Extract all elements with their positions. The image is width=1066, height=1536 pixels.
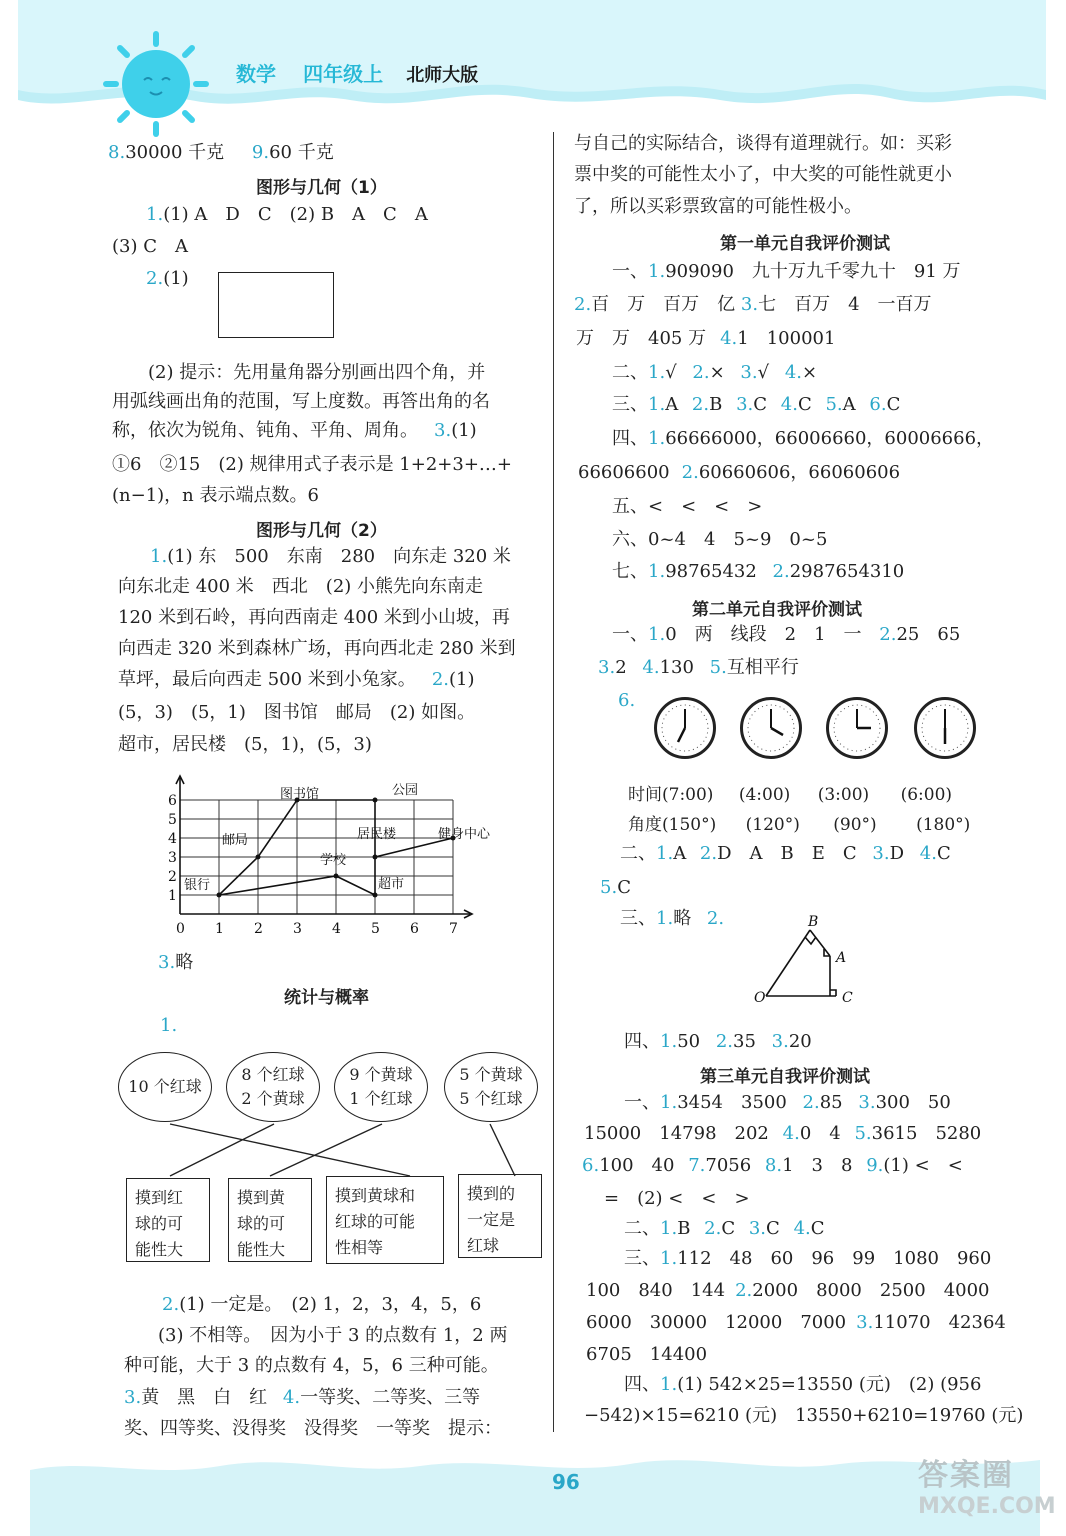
answer: 七 百万 4 一百万 bbox=[758, 294, 932, 315]
answer: (1) bbox=[163, 268, 189, 289]
q-num: 2. bbox=[704, 1218, 722, 1239]
box-text: 红球 bbox=[467, 1236, 500, 1255]
q-num: 5. bbox=[825, 394, 843, 415]
left-line-1 bbox=[108, 142, 334, 164]
left-s2-p7: 超市，居民楼 (5，1)，(5，3) bbox=[118, 734, 372, 755]
q-num: 1. bbox=[660, 1248, 678, 1269]
answer: 15000 14798 202 bbox=[584, 1123, 769, 1144]
left-s2-q3 bbox=[158, 952, 193, 974]
watermark-site: MXQE.COM bbox=[918, 1494, 1056, 1519]
u2-b bbox=[598, 657, 799, 679]
y-tick: 6 bbox=[168, 793, 177, 809]
answer: 略 bbox=[673, 908, 692, 929]
q-num: 4. bbox=[642, 657, 660, 678]
q-num: 3. bbox=[856, 1312, 874, 1333]
answer: C bbox=[797, 394, 812, 415]
left-s1-p2: 用弧线画出角的范围，写上度数。再答出角的名 bbox=[112, 391, 490, 412]
section-title-geometry-1: 图形与几何（1） bbox=[256, 178, 387, 198]
answer: D A B E C bbox=[717, 843, 857, 864]
oval-option bbox=[334, 1052, 428, 1122]
clock-time: (3:00) bbox=[817, 785, 870, 805]
answer: 2000 8000 2500 4000 bbox=[752, 1280, 990, 1301]
clock-icon bbox=[826, 697, 888, 759]
q-num: 2. bbox=[431, 669, 449, 690]
answer: 66606600 bbox=[578, 462, 670, 483]
answer: √ bbox=[665, 362, 677, 383]
oval-text: 8 个红球 bbox=[241, 1065, 305, 1084]
answer: 60 千克 bbox=[269, 142, 334, 163]
watermark bbox=[918, 1450, 1058, 1530]
left-s1-q1b: (3) C A bbox=[112, 236, 188, 257]
q-num: 1. bbox=[660, 1031, 678, 1052]
place-label: 居民楼 bbox=[357, 827, 397, 842]
answer: (1) bbox=[451, 420, 477, 441]
u3-e bbox=[624, 1218, 825, 1240]
result-box bbox=[458, 1174, 542, 1258]
answer: D bbox=[889, 843, 905, 864]
q-num: 1. bbox=[146, 204, 164, 225]
q-num: 9. bbox=[866, 1155, 884, 1176]
oval-option bbox=[444, 1052, 538, 1122]
right-line-2: 票中奖的可能性太小了，中大奖的可能性就更小 bbox=[574, 164, 952, 185]
left-s3-p5: 奖、四等奖、没得奖 没得奖 一等奖 提示： bbox=[124, 1418, 502, 1439]
header-subject: 数学 bbox=[236, 62, 276, 86]
oval-text: 9 个黄球 bbox=[349, 1065, 413, 1084]
u1-b bbox=[574, 294, 932, 316]
box-text: 球的可 bbox=[135, 1214, 184, 1233]
q-num: 5. bbox=[854, 1123, 872, 1144]
left-s2-p5 bbox=[118, 669, 475, 691]
u3-j bbox=[624, 1374, 981, 1396]
vertex-label: C bbox=[842, 990, 853, 1006]
u1-h: 五、< < < > bbox=[612, 496, 763, 517]
left-s3-p3: 种可能，大于 3 的点数有 4，5，6 三种可能。 bbox=[124, 1355, 499, 1376]
u1-c bbox=[576, 328, 835, 350]
q-num: 2. bbox=[162, 1294, 180, 1315]
answer: C bbox=[766, 1218, 780, 1239]
answer: 25 65 bbox=[896, 624, 961, 645]
oval-text: 5 个红球 bbox=[459, 1089, 523, 1108]
q-num: 1. bbox=[648, 362, 666, 383]
answer: 20 bbox=[788, 1031, 812, 1052]
x-tick: 1 bbox=[215, 921, 224, 937]
clock-icon bbox=[914, 697, 976, 759]
answer: 互相平行 bbox=[726, 657, 799, 678]
q-num: 1. bbox=[660, 1092, 678, 1113]
answer: A bbox=[673, 843, 687, 864]
answer: 98765432 bbox=[665, 561, 757, 582]
coordinate-grid bbox=[160, 770, 500, 940]
answer: 2987654310 bbox=[789, 561, 905, 582]
answer: B bbox=[677, 1218, 691, 1239]
answer: 100 840 144 bbox=[586, 1280, 726, 1301]
answer: 100 40 bbox=[599, 1155, 675, 1176]
answer: (1) 东 500 东南 280 向东走 320 米 bbox=[167, 546, 511, 567]
result-box bbox=[326, 1176, 444, 1264]
q-num: 5. bbox=[709, 657, 727, 678]
q-num: 1. bbox=[648, 428, 666, 449]
answer: 112 48 60 96 99 1080 960 bbox=[677, 1248, 992, 1269]
u1-i: 六、0~4 4 5~9 0~5 bbox=[612, 529, 828, 550]
q-num: 3. bbox=[771, 1031, 789, 1052]
box-text: 摸到红 bbox=[135, 1188, 184, 1207]
section-title-statistics: 统计与概率 bbox=[284, 988, 369, 1008]
u1-e bbox=[612, 394, 900, 416]
answer: 1 3 8 bbox=[782, 1155, 853, 1176]
page-number: 96 bbox=[552, 1470, 580, 1494]
place-label: 学校 bbox=[320, 853, 347, 868]
answer: 二、 bbox=[612, 362, 648, 383]
rectangle-figure bbox=[218, 272, 334, 338]
left-s1-p4: ①6 ②15 (2) 规律用式子表示是 1+2+3+…+ bbox=[112, 454, 512, 475]
left-s2-p3: 120 米到石岭，再向西南走 400 米到小山坡，再 bbox=[118, 607, 510, 628]
u1-f bbox=[612, 428, 994, 450]
q-num: 4. bbox=[782, 1123, 800, 1144]
left-s1-p5: (n−1)，n 表示端点数。6 bbox=[112, 485, 319, 506]
left-s2-p1 bbox=[150, 546, 511, 568]
q-num: 2. bbox=[681, 462, 699, 483]
u1-d bbox=[612, 362, 817, 384]
right-line-3: 了，所以买彩票致富的可能性极小。 bbox=[574, 196, 862, 217]
x-tick: 2 bbox=[254, 921, 263, 937]
answer: A bbox=[665, 394, 679, 415]
q-num: 2. bbox=[146, 268, 164, 289]
y-tick: 4 bbox=[168, 831, 177, 847]
u3-f bbox=[624, 1248, 991, 1270]
q-num: 2. bbox=[706, 908, 725, 929]
section-title-geometry-2: 图形与几何（2） bbox=[256, 521, 387, 541]
clock-times bbox=[628, 784, 952, 806]
box-text: 一定是 bbox=[467, 1210, 516, 1229]
sun-icon bbox=[100, 28, 212, 140]
answer: 6000 30000 12000 7000 bbox=[586, 1312, 847, 1333]
oval-text: 1 个红球 bbox=[349, 1089, 413, 1108]
header-edition: 北师大版 bbox=[406, 65, 479, 86]
q-num: 6. bbox=[582, 1155, 600, 1176]
place-label: 超市 bbox=[378, 877, 405, 892]
answer: 草坪，最后向西走 500 米到小兔家。 bbox=[118, 669, 416, 690]
q-num: 1. bbox=[150, 546, 168, 567]
oval-text: 10 个红球 bbox=[128, 1077, 202, 1096]
q-num: 2. bbox=[715, 1031, 734, 1052]
header-title bbox=[236, 58, 478, 87]
x-tick: 6 bbox=[410, 921, 419, 937]
box-text: 能性大 bbox=[135, 1240, 184, 1259]
u2-a bbox=[612, 624, 960, 646]
u2-e bbox=[600, 877, 631, 899]
q-num: 4. bbox=[780, 394, 798, 415]
y-tick: 5 bbox=[168, 812, 177, 828]
q-num: 3. bbox=[740, 294, 759, 315]
place-label: 邮局 bbox=[222, 833, 249, 848]
answer: C bbox=[936, 843, 951, 864]
u3-g bbox=[586, 1280, 990, 1302]
clock-icon bbox=[654, 697, 716, 759]
q-num: 2. bbox=[802, 1092, 820, 1113]
answer: 称，依次为锐角、钝角、平角、周角。 bbox=[112, 420, 418, 441]
answer: 三、 bbox=[612, 394, 648, 415]
result-box bbox=[228, 1178, 312, 1262]
left-s2-p6: (5，3) (5，1) 图书馆 邮局 (2) 如图。 bbox=[118, 702, 476, 723]
q-num: 2. bbox=[691, 394, 710, 415]
box-text: 球的可 bbox=[237, 1214, 286, 1233]
answer: 一、 bbox=[612, 261, 648, 282]
answer: 50 bbox=[677, 1031, 701, 1052]
u3-k: −542)×15=6210 (元) 13550+6210=19760 (元) bbox=[584, 1405, 1024, 1426]
q-num: 2. bbox=[699, 843, 718, 864]
clock-angle: 角度(150°) bbox=[628, 815, 717, 835]
x-tick: 7 bbox=[449, 921, 458, 937]
u3-c bbox=[582, 1155, 963, 1177]
x-tick: 0 bbox=[176, 921, 185, 937]
clock-time: 时间(7:00) bbox=[628, 785, 714, 805]
q-num: 1. bbox=[648, 394, 666, 415]
left-s1-q1a bbox=[146, 204, 428, 226]
place-label: 银行 bbox=[184, 878, 211, 893]
clock-angle: (180°) bbox=[916, 815, 971, 835]
clock-angle: (90°) bbox=[833, 815, 877, 835]
oval-option bbox=[226, 1052, 320, 1122]
left-s3-q1: 1. bbox=[160, 1015, 178, 1036]
answer: 二、 bbox=[624, 1218, 660, 1239]
x-tick: 3 bbox=[293, 921, 302, 937]
q-num: 1. bbox=[648, 261, 666, 282]
q-num: 4. bbox=[919, 843, 937, 864]
answer: × bbox=[709, 362, 725, 383]
left-s1-p3 bbox=[112, 420, 477, 442]
answer: 3615 5280 bbox=[871, 1123, 982, 1144]
left-s2-p2: 向东北走 400 米 西北 (2) 小熊先向东南走 bbox=[118, 576, 484, 597]
u1-j bbox=[612, 561, 904, 583]
q-num: 2. bbox=[692, 362, 710, 383]
left-s2-p4: 向西走 320 米到森林广场，再向西北走 280 米到 bbox=[118, 638, 516, 659]
q-num: 3. bbox=[872, 843, 890, 864]
header-grade: 四年级上 bbox=[303, 62, 384, 86]
box-text: 摸到黄 bbox=[237, 1188, 286, 1207]
place-label: 图书馆 bbox=[280, 787, 320, 802]
clock-angle: (120°) bbox=[745, 815, 800, 835]
q-num: 4. bbox=[282, 1387, 301, 1408]
left-s3-p1 bbox=[162, 1294, 481, 1316]
answer: 30000 千克 bbox=[125, 142, 225, 163]
x-tick: 5 bbox=[371, 921, 380, 937]
answer: 一等奖、二等奖、三等 bbox=[300, 1387, 481, 1408]
u3-d: = (2) < < > bbox=[604, 1188, 750, 1209]
q-num: 9. bbox=[251, 142, 270, 163]
box-text: 红球的可能 bbox=[335, 1212, 416, 1231]
answer: √ bbox=[757, 362, 770, 383]
answer: C bbox=[886, 394, 901, 415]
q-num: 4. bbox=[720, 328, 738, 349]
q-num: 8. bbox=[108, 142, 126, 163]
answer: (1) < < bbox=[883, 1155, 963, 1176]
q-num: 1. bbox=[656, 908, 674, 929]
left-s1-q2 bbox=[146, 268, 189, 290]
q-num: 4. bbox=[793, 1218, 811, 1239]
q-num: 3. bbox=[598, 657, 616, 678]
answer: 0 两 线段 2 1 一 bbox=[665, 624, 862, 645]
unit3-title: 第三单元自我评价测试 bbox=[700, 1067, 870, 1087]
left-s1-p1: (2) 提示：先用量角器分别画出四个角，并 bbox=[148, 362, 486, 383]
answer: × bbox=[802, 362, 818, 383]
q-num: 6. bbox=[869, 394, 887, 415]
answer: (1) A D C (2) B A C A bbox=[163, 204, 428, 225]
answer: 百 万 百万 亿 bbox=[591, 294, 736, 315]
u2-d bbox=[620, 843, 951, 865]
answer: 85 bbox=[819, 1092, 843, 1113]
q-num: 3. bbox=[740, 362, 758, 383]
answer: 黄 黑 白 红 bbox=[141, 1387, 268, 1408]
answer: 60660606，66060606 bbox=[698, 462, 901, 483]
u3-h bbox=[586, 1312, 1006, 1334]
answer: 三、 bbox=[620, 908, 656, 929]
u3-a bbox=[624, 1092, 951, 1114]
q-num: 4. bbox=[784, 362, 803, 383]
answer: 1 100001 bbox=[737, 328, 836, 349]
u2-f bbox=[620, 908, 724, 930]
answer: 四、 bbox=[624, 1031, 660, 1052]
answer: (1) 542×25=13550 (元) (2) (956 bbox=[677, 1374, 982, 1395]
answer: (1) bbox=[449, 669, 475, 690]
answer: 一、 bbox=[612, 624, 648, 645]
q-num: 1. bbox=[660, 1218, 678, 1239]
q-num: 5. bbox=[600, 877, 618, 898]
q-num: 3. bbox=[124, 1387, 142, 1408]
q-num: 1. bbox=[648, 561, 666, 582]
q-num: 3. bbox=[434, 420, 452, 441]
clock-icon bbox=[740, 697, 802, 759]
answer: A bbox=[842, 394, 856, 415]
y-tick: 1 bbox=[168, 888, 177, 904]
box-text: 性相等 bbox=[335, 1238, 384, 1257]
oval-text: 5 个黄球 bbox=[459, 1065, 523, 1084]
oval-option bbox=[118, 1052, 212, 1122]
clock-angles bbox=[628, 814, 970, 836]
q-num: 1. bbox=[660, 1374, 678, 1395]
answer: 300 50 bbox=[875, 1092, 951, 1113]
u2-c: 6. bbox=[618, 690, 636, 711]
unit1-title: 第一单元自我评价测试 bbox=[720, 234, 890, 254]
answer: 四、 bbox=[624, 1374, 660, 1395]
vertex-label: O bbox=[754, 990, 766, 1006]
clock-time: (6:00) bbox=[900, 785, 953, 805]
watermark-logo: 答案圈 bbox=[918, 1458, 1014, 1493]
q-num: 2. bbox=[879, 624, 897, 645]
answer: 66666000，66006660，60006666， bbox=[665, 428, 995, 449]
answer: B bbox=[709, 394, 723, 415]
box-text: 摸到的 bbox=[467, 1184, 516, 1203]
q-num: 3. bbox=[858, 1092, 876, 1113]
q-num: 8. bbox=[764, 1155, 783, 1176]
answer: 略 bbox=[175, 952, 194, 973]
y-tick: 2 bbox=[168, 869, 177, 885]
answer: 0 4 bbox=[799, 1123, 841, 1144]
answer: 11070 42364 bbox=[873, 1312, 1006, 1333]
place-label: 公园 bbox=[392, 783, 419, 798]
q-num: 2. bbox=[735, 1280, 753, 1301]
answer: 909090 九十万九千零九十 91 万 bbox=[665, 261, 961, 282]
q-num: 1. bbox=[656, 843, 674, 864]
answer: 四、 bbox=[612, 428, 648, 449]
q-num: 1. bbox=[648, 624, 666, 645]
u1-g bbox=[578, 462, 900, 484]
unit2-title: 第二单元自我评价测试 bbox=[692, 600, 862, 620]
answer: 7056 bbox=[705, 1155, 752, 1176]
header-banner bbox=[0, 0, 1066, 120]
answer: 七、 bbox=[612, 561, 648, 582]
vertex-label: B bbox=[808, 914, 819, 930]
q-num: 7. bbox=[688, 1155, 706, 1176]
clock-time: (4:00) bbox=[738, 785, 791, 805]
u3-i: 6705 14400 bbox=[586, 1344, 708, 1365]
u3-b bbox=[584, 1123, 981, 1145]
left-s3-p2: (3) 不相等。 因为小于 3 的点数有 1，2 两 bbox=[158, 1325, 508, 1346]
answer: C bbox=[810, 1218, 825, 1239]
q-num: 3. bbox=[736, 394, 754, 415]
answer: (1) 一定是。 (2) 1，2，3，4，5，6 bbox=[179, 1294, 482, 1315]
answer: 35 bbox=[733, 1031, 756, 1052]
box-text: 摸到黄球和 bbox=[335, 1186, 416, 1205]
oval-text: 2 个黄球 bbox=[241, 1089, 305, 1108]
left-s3-p4 bbox=[124, 1387, 480, 1409]
answer: 130 bbox=[659, 657, 694, 678]
angle-figure bbox=[748, 912, 868, 1008]
answer: C bbox=[721, 1218, 736, 1239]
q-num: 2. bbox=[772, 561, 790, 582]
q-num: 2. bbox=[574, 294, 592, 315]
place-label: 健身中心 bbox=[438, 827, 491, 842]
q-num: 3. bbox=[748, 1218, 767, 1239]
u1-a bbox=[612, 261, 961, 283]
answer: C bbox=[753, 394, 768, 415]
footer-wave bbox=[0, 1448, 1066, 1536]
q-num: 3. bbox=[158, 952, 176, 973]
answer: 2 bbox=[615, 657, 627, 678]
answer: 三、 bbox=[624, 1248, 660, 1269]
answer: 万 万 405 万 bbox=[576, 328, 707, 349]
vertex-label: A bbox=[836, 950, 847, 966]
y-tick: 3 bbox=[168, 850, 177, 866]
right-line-1: 与自己的实际结合，谈得有道理就行。如：买彩 bbox=[574, 133, 952, 154]
answer: 一、 bbox=[624, 1092, 660, 1113]
answer: C bbox=[617, 877, 631, 898]
box-text: 能性大 bbox=[237, 1240, 286, 1259]
u2-g bbox=[624, 1031, 812, 1053]
result-box bbox=[126, 1178, 210, 1262]
answer: 二、 bbox=[620, 843, 656, 864]
answer: 3454 3500 bbox=[677, 1092, 787, 1113]
x-tick: 4 bbox=[332, 921, 341, 937]
